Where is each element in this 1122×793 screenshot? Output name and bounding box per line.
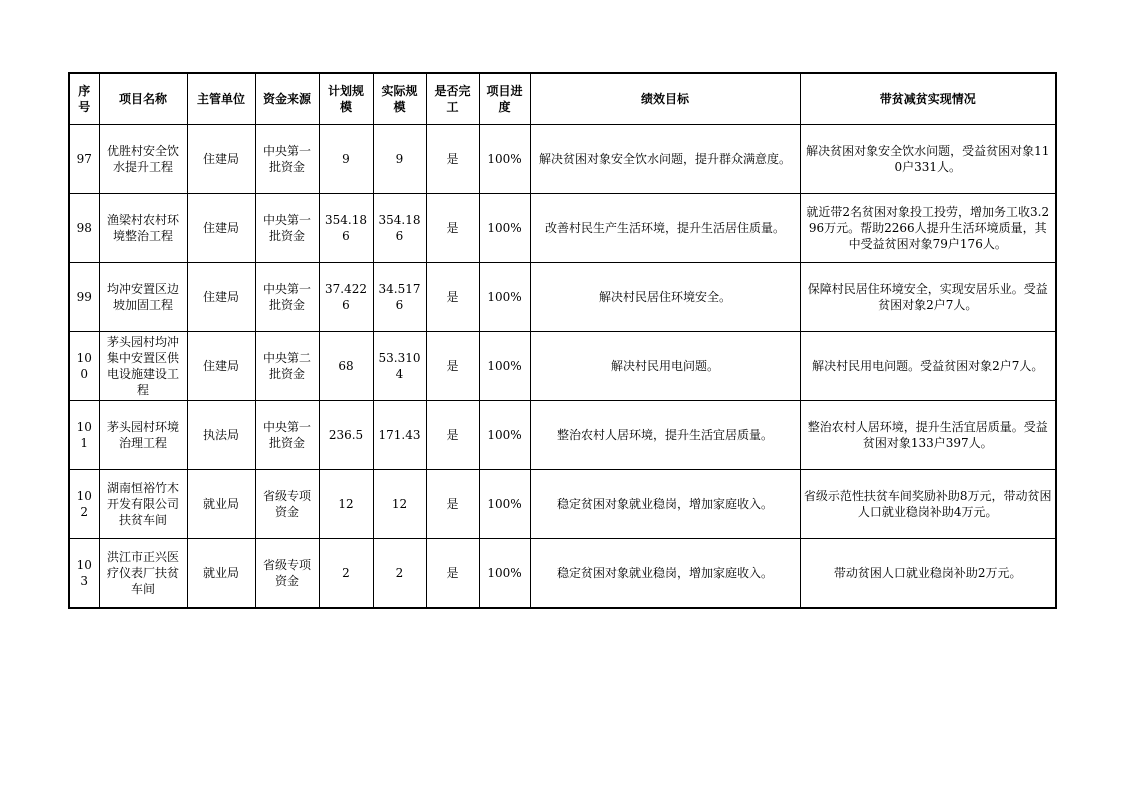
cell-result: 解决贫困对象安全饮水问题，受益贫困对象110户331人。 — [800, 125, 1056, 194]
table-row — [69, 470, 1056, 539]
cell-name: 渔梁村农村环境整治工程 — [99, 194, 187, 263]
header-fund: 资金来源 — [255, 73, 319, 125]
cell-result: 保障村民居住环境安全，实现安居乐业。受益贫困对象2户7人。 — [800, 263, 1056, 332]
table-row — [69, 332, 1056, 401]
cell-done: 是 — [426, 263, 479, 332]
cell-name: 茅头园村均冲集中安置区供电设施建设工程 — [99, 332, 187, 401]
cell-progress: 100% — [479, 125, 530, 194]
cell-plan: 354.186 — [319, 194, 373, 263]
cell-plan: 68 — [319, 332, 373, 401]
header-seq: 序号 — [69, 73, 99, 125]
cell-result: 就近带2名贫困对象投工投劳，增加务工收3.296万元。帮助2266人提升生活环境质量，其中受益贫困对象79户176人。 — [800, 194, 1056, 263]
cell-done: 是 — [426, 470, 479, 539]
cell-actual: 34.5176 — [373, 263, 426, 332]
cell-actual: 171.43 — [373, 401, 426, 470]
cell-goal: 整治农村人居环境，提升生活宜居质量。 — [530, 401, 800, 470]
cell-name: 湖南恒裕竹木开发有限公司扶贫车间 — [99, 470, 187, 539]
cell-seq: 103 — [69, 539, 99, 609]
cell-fund: 中央第二批资金 — [255, 332, 319, 401]
header-row — [69, 73, 1056, 125]
header-dept: 主管单位 — [187, 73, 255, 125]
cell-plan: 9 — [319, 125, 373, 194]
cell-name: 优胜村安全饮水提升工程 — [99, 125, 187, 194]
cell-name: 洪江市正兴医疗仪表厂扶贫车间 — [99, 539, 187, 609]
cell-name: 茅头园村环境治理工程 — [99, 401, 187, 470]
cell-done: 是 — [426, 332, 479, 401]
cell-actual: 2 — [373, 539, 426, 609]
cell-seq: 101 — [69, 401, 99, 470]
table-row — [69, 125, 1056, 194]
cell-fund: 中央第一批资金 — [255, 194, 319, 263]
header-progress: 项目进度 — [479, 73, 530, 125]
header-plan: 计划规模 — [319, 73, 373, 125]
table-row — [69, 539, 1056, 609]
cell-dept: 住建局 — [187, 125, 255, 194]
cell-progress: 100% — [479, 401, 530, 470]
cell-dept: 就业局 — [187, 470, 255, 539]
cell-goal: 稳定贫困对象就业稳岗，增加家庭收入。 — [530, 470, 800, 539]
cell-seq: 102 — [69, 470, 99, 539]
cell-name: 均冲安置区边坡加固工程 — [99, 263, 187, 332]
cell-goal: 解决村民居住环境安全。 — [530, 263, 800, 332]
cell-dept: 住建局 — [187, 332, 255, 401]
cell-progress: 100% — [479, 332, 530, 401]
cell-result: 解决村民用电问题。受益贫困对象2户7人。 — [800, 332, 1056, 401]
header-done: 是否完工 — [426, 73, 479, 125]
cell-plan: 12 — [319, 470, 373, 539]
cell-dept: 执法局 — [187, 401, 255, 470]
cell-dept: 就业局 — [187, 539, 255, 609]
cell-seq: 97 — [69, 125, 99, 194]
header-result: 带贫减贫实现情况 — [800, 73, 1056, 125]
cell-progress: 100% — [479, 470, 530, 539]
table-row — [69, 263, 1056, 332]
project-table — [68, 72, 1057, 609]
cell-goal: 稳定贫困对象就业稳岗，增加家庭收入。 — [530, 539, 800, 609]
cell-done: 是 — [426, 194, 479, 263]
header-name: 项目名称 — [99, 73, 187, 125]
cell-actual: 9 — [373, 125, 426, 194]
cell-plan: 236.5 — [319, 401, 373, 470]
cell-actual: 354.186 — [373, 194, 426, 263]
cell-fund: 中央第一批资金 — [255, 263, 319, 332]
table-row — [69, 194, 1056, 263]
cell-dept: 住建局 — [187, 194, 255, 263]
cell-goal: 解决村民用电问题。 — [530, 332, 800, 401]
cell-progress: 100% — [479, 539, 530, 609]
cell-plan: 2 — [319, 539, 373, 609]
cell-seq: 100 — [69, 332, 99, 401]
cell-goal: 改善村民生产生活环境，提升生活居住质量。 — [530, 194, 800, 263]
cell-result: 带动贫困人口就业稳岗补助2万元。 — [800, 539, 1056, 609]
cell-done: 是 — [426, 401, 479, 470]
cell-dept: 住建局 — [187, 263, 255, 332]
cell-seq: 98 — [69, 194, 99, 263]
cell-result: 省级示范性扶贫车间奖励补助8万元，带动贫困人口就业稳岗补助4万元。 — [800, 470, 1056, 539]
cell-fund: 中央第一批资金 — [255, 125, 319, 194]
cell-fund: 中央第一批资金 — [255, 401, 319, 470]
header-actual: 实际规模 — [373, 73, 426, 125]
cell-plan: 37.4226 — [319, 263, 373, 332]
cell-done: 是 — [426, 539, 479, 609]
cell-progress: 100% — [479, 263, 530, 332]
header-goal: 绩效目标 — [530, 73, 800, 125]
cell-progress: 100% — [479, 194, 530, 263]
cell-fund: 省级专项资金 — [255, 539, 319, 609]
table-row — [69, 401, 1056, 470]
cell-seq: 99 — [69, 263, 99, 332]
cell-fund: 省级专项资金 — [255, 470, 319, 539]
cell-actual: 12 — [373, 470, 426, 539]
cell-result: 整治农村人居环境，提升生活宜居质量。受益贫困对象133户397人。 — [800, 401, 1056, 470]
cell-goal: 解决贫困对象安全饮水问题，提升群众满意度。 — [530, 125, 800, 194]
cell-done: 是 — [426, 125, 479, 194]
cell-actual: 53.3104 — [373, 332, 426, 401]
